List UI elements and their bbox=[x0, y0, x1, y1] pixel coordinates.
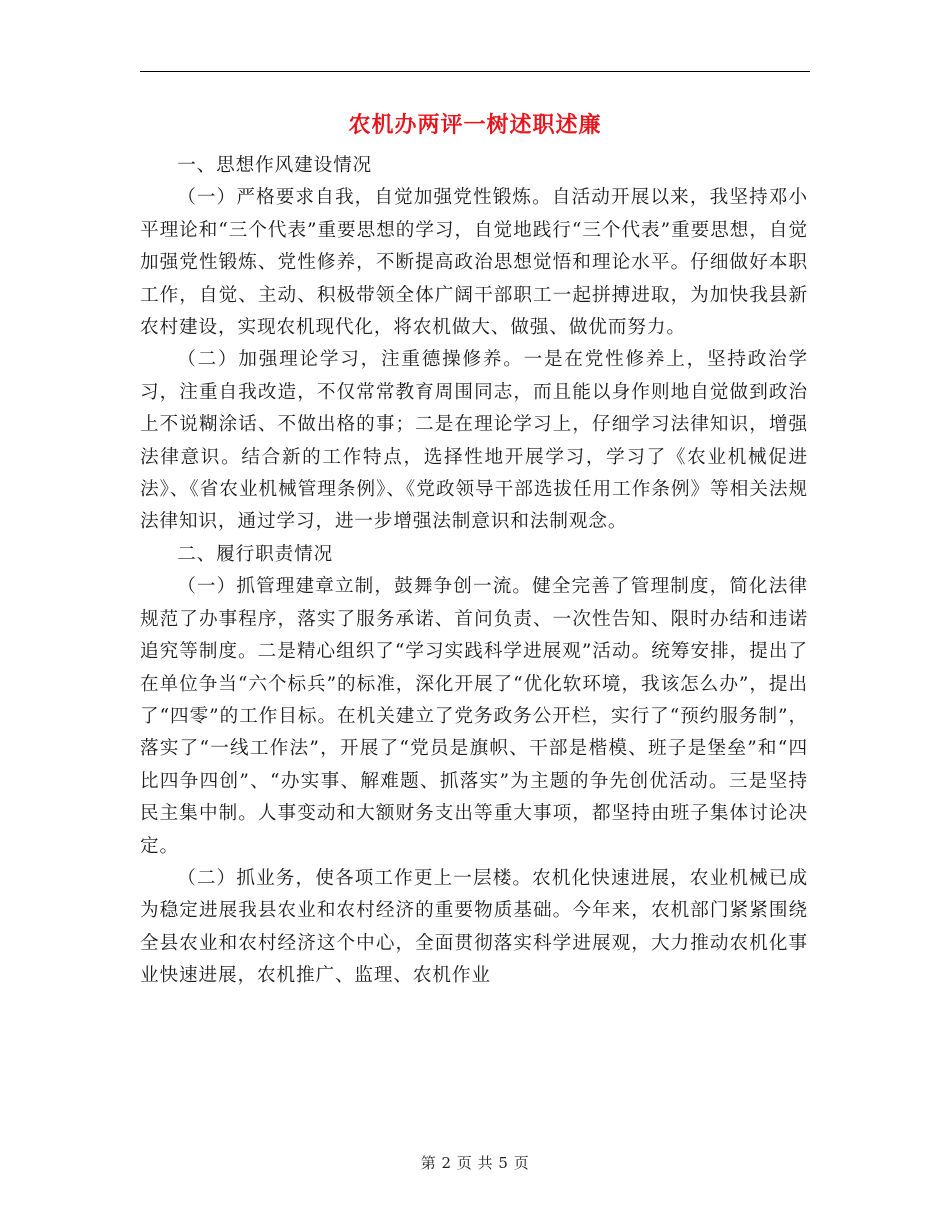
paragraph: （一）抓管理建章立制，鼓舞争创一流。健全完善了管理制度，简化法律规范了办事程序，落实了服务承诺、首问负责、一次性告知、限时办结和违诺追究等制度。二是精心组织了“学习实践科学进展观”活动。统筹安排，提出了在单位争当“六个标兵”的标准，深化开展了“优化软环境，我该怎么办”，提出了“四零”的工作目标。在机关建立了党务政务公开栏，实行了“预约服务制”，落实了“一线工作法”，开展了“党员是旗帜、干部是楷模、班子是堡垒”和“四比四争四创”、“办实事、解难题、抓落实”为主题的争先创优活动。三是坚持民主集中制。人事变动和大额财务支出等重大事项，都坚持由班子集体讨论决定。 bbox=[140, 576, 808, 857]
document-title: 农机办两评一树述职述廉 bbox=[348, 112, 602, 138]
section-heading-2: 二、履行职责情况 bbox=[177, 543, 334, 565]
paragraph: （二）加强理论学习，注重德操修养。一是在党性修养上，坚持政治学习，注重自我改造，不仅常常教育周围同志，而且能以身作则地自觉做到政治上不说糊涂话、不做出格的事；二是在理论学习上，仔细学习法律知识，增强法律意识。结合新的工作特点，选择性地开展学习，学习了《农业机械促进法》、《省农业机械管理条例》、《党政领导干部选拔任用工作条例》等相关法规法律知识，通过学习，进一步增强法制意识和法制观念。 bbox=[140, 349, 808, 533]
header-rule bbox=[140, 71, 810, 72]
page-footer bbox=[0, 1152, 950, 1173]
page-label-prefix: 第 bbox=[420, 1154, 437, 1172]
page-total: 5 bbox=[498, 1154, 509, 1172]
page-current: 2 bbox=[441, 1154, 452, 1172]
paragraph: （一）严格要求自我，自觉加强党性锻炼。自活动开展以来，我坚持邓小平理论和“三个代表”重要思想的学习，自觉地践行“三个代表”重要思想，自觉加强党性锻炼、党性修养，不断提高政治思想觉悟和理论水平。仔细做好本职工作，自觉、主动、积极带领全体广阔干部职工一起拼搏进取，为加快我县新农村建设，实现农机现代化，将农机做大、做强、做优而努力。 bbox=[140, 187, 808, 339]
page-label-suffix: 页 bbox=[513, 1154, 530, 1172]
page-label-mid: 页 共 bbox=[456, 1154, 494, 1172]
section-heading-1: 一、思想作风建设情况 bbox=[177, 155, 373, 176]
paragraph: （二）抓业务，使各项工作更上一层楼。农机化快速进展，农业机械已成为稳定进展我县农业和农村经济的重要物质基础。今年来，农机部门紧紧围绕全县农业和农村经济这个中心，全面贯彻落实科学进展观，大力推动农机化事业快速进展，农机推广、监理、农机作业 bbox=[140, 867, 808, 987]
document-body bbox=[140, 150, 808, 993]
